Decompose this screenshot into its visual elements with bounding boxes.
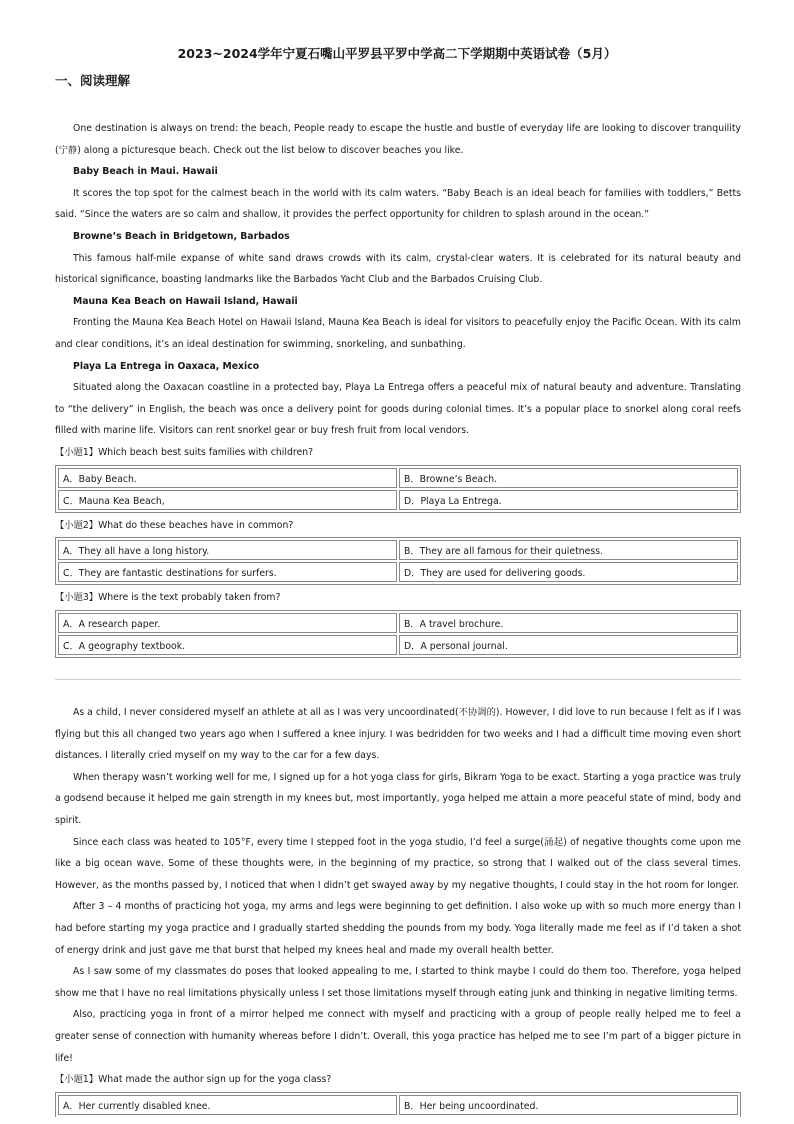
option-a[interactable]: A．A research paper. xyxy=(58,613,397,633)
passage1-paragraph: This famous half-mile expanse of white sand draws crowds with its calm, crystal-clear waters. It is celebrated for its natural beauty and historical significance, boasting landmarks like the Barbados Yacht Club and the Barbados Cruising Club. xyxy=(55,252,741,286)
question-stem: 【小题1】What made the author sign up for the yoga class? xyxy=(55,1074,332,1086)
passage1-paragraph: Fronting the Mauna Kea Beach Hotel on Hawaii Island, Mauna Kea Beach is ideal for visitors to peacefully enjoy the Pacific Ocean. With its calm and clear conditions, it’s an ideal destination for swimming, snorkeling, and sunbathing. xyxy=(55,317,741,350)
beach-heading: Browne’s Beach in Bridgetown, Barbados xyxy=(73,230,290,242)
passage-divider xyxy=(55,679,741,680)
question-stem: 【小题1】Which beach best suits families with children? xyxy=(55,446,314,458)
question-stem: 【小题2】What do these beaches have in common? xyxy=(55,519,294,531)
passage1-paragraph: It scores the top spot for the calmest beach in the world with its calm waters. “Baby Beach is an ideal beach for families with toddlers,” Betts said. “Since the waters are so calm and shallow, it provides the perfect opportunity for children to splash around in the ocean.” xyxy=(55,187,741,221)
beach-heading: Playa La Entrega in Oaxaca, Mexico xyxy=(73,360,260,372)
option-c[interactable]: C．Mauna Kea Beach, xyxy=(58,490,397,510)
option-c[interactable]: C．They are fantastic destinations for surfers. xyxy=(58,562,397,582)
option-d[interactable]: D．They are used for delivering goods. xyxy=(399,562,738,582)
passage1-paragraph: Situated along the Oaxacan coastline in a protected bay, Playa La Entrega offers a peaceful mix of natural beauty and adventure. Translating to “the delivery” in English, the beach was once a delivery point for goods during colonial times. It’s a popular place to snorkel along coral reefs filled with marine life. Visitors can rent snorkel gear or buy fresh fruit from local vendors. xyxy=(55,382,741,437)
passage2-paragraph: As I saw some of my classmates do poses that looked appealing to me, I started to think maybe I could do them too. Therefore, yoga helped show me that I have no real limitations physically unless I set those limitations myself through eating junk and thinking in negative limiting terms. xyxy=(55,966,741,999)
options-table xyxy=(55,537,741,585)
section-heading: 一、阅读理解 xyxy=(55,73,131,88)
options-table xyxy=(55,610,741,658)
option-a[interactable]: A．They all have a long history. xyxy=(58,540,397,560)
options-table xyxy=(55,1092,741,1117)
option-a[interactable]: A．Baby Beach. xyxy=(58,468,397,488)
passage-2 xyxy=(55,702,741,1119)
option-b[interactable]: B．Her being uncoordinated. xyxy=(399,1095,738,1115)
beach-heading: Baby Beach in Maui. Hawaii xyxy=(73,166,218,178)
option-d[interactable]: D．Playa La Entrega. xyxy=(399,490,738,510)
passage2-paragraph: Since each class was heated to 105°F, every time I stepped foot in the yoga studio, I’d feel a surge(涌起) of negative thoughts come upon me like a big ocean wave. Some of these thoughts were, in the beginning of my practice, so strong that I walked out of the class several times. However, as the months passed by, I noticed that when I didn’t get swayed away by my negative thoughts, I could stay in the hot room for longer. xyxy=(55,836,741,891)
option-a[interactable]: A．Her currently disabled knee. xyxy=(58,1095,397,1115)
option-c[interactable]: C．A geography textbook. xyxy=(58,635,397,655)
option-b[interactable]: B．A travel brochure. xyxy=(399,613,738,633)
beach-heading: Mauna Kea Beach on Hawaii Island, Hawaii xyxy=(73,295,298,307)
passage2-paragraph: When therapy wasn’t working well for me, I signed up for a hot yoga class for girls, Bikram Yoga to be exact. Starting a yoga practice was truly a godsend because it helped me gain strength in my knees but, most importantly, yoga helped me attain a more peaceful state of mind, body and spirit. xyxy=(55,771,741,826)
passage-1 xyxy=(55,118,741,660)
option-b[interactable]: B．Browne’s Beach. xyxy=(399,468,738,488)
option-b[interactable]: B．They are all famous for their quietness. xyxy=(399,540,738,560)
options-table xyxy=(55,465,741,513)
exam-title: 2023~2024学年宁夏石嘴山平罗县平罗中学高二下学期期中英语试卷（5月） xyxy=(177,46,617,61)
passage2-paragraph: As a child, I never considered myself an athlete at all as I was very uncoordinated(不协调的). However, I did love to run because I felt as if I was flying but this all changed two years ago when I suffered a knee injury. I was bedridden for two weeks and I had a difficult time moving even short distances. I literally cried myself on my way to the car for a few days. xyxy=(55,707,741,762)
question-stem: 【小题3】Where is the text probably taken from? xyxy=(55,592,281,604)
passage2-paragraph: After 3 – 4 months of practicing hot yoga, my arms and legs were beginning to get definition. I also woke up with so much more energy than I had before starting my yoga practice and I gradually started shedding the pounds from my body. Yoga literally made me feel as if I’d taken a shot of energy drink and just gave me that burst that helped my knees heal and made my overall health better. xyxy=(55,901,741,956)
passage1-paragraph: One destination is always on trend: the beach, People ready to escape the hustle and bustle of everyday life are looking to discover tranquility (宁静) along a picturesque beach. Check out the list below to discover beaches you like. xyxy=(55,123,741,156)
passage2-paragraph: Also, practicing yoga in front of a mirror helped me connect with myself and practicing with a group of people really helped me to feel a greater sense of connection with humanity whereas before I didn’t. Overall, this yoga practice has helped me to see I’m part of a bigger picture in life! xyxy=(55,1009,741,1064)
option-d[interactable]: D．A personal journal. xyxy=(399,635,738,655)
